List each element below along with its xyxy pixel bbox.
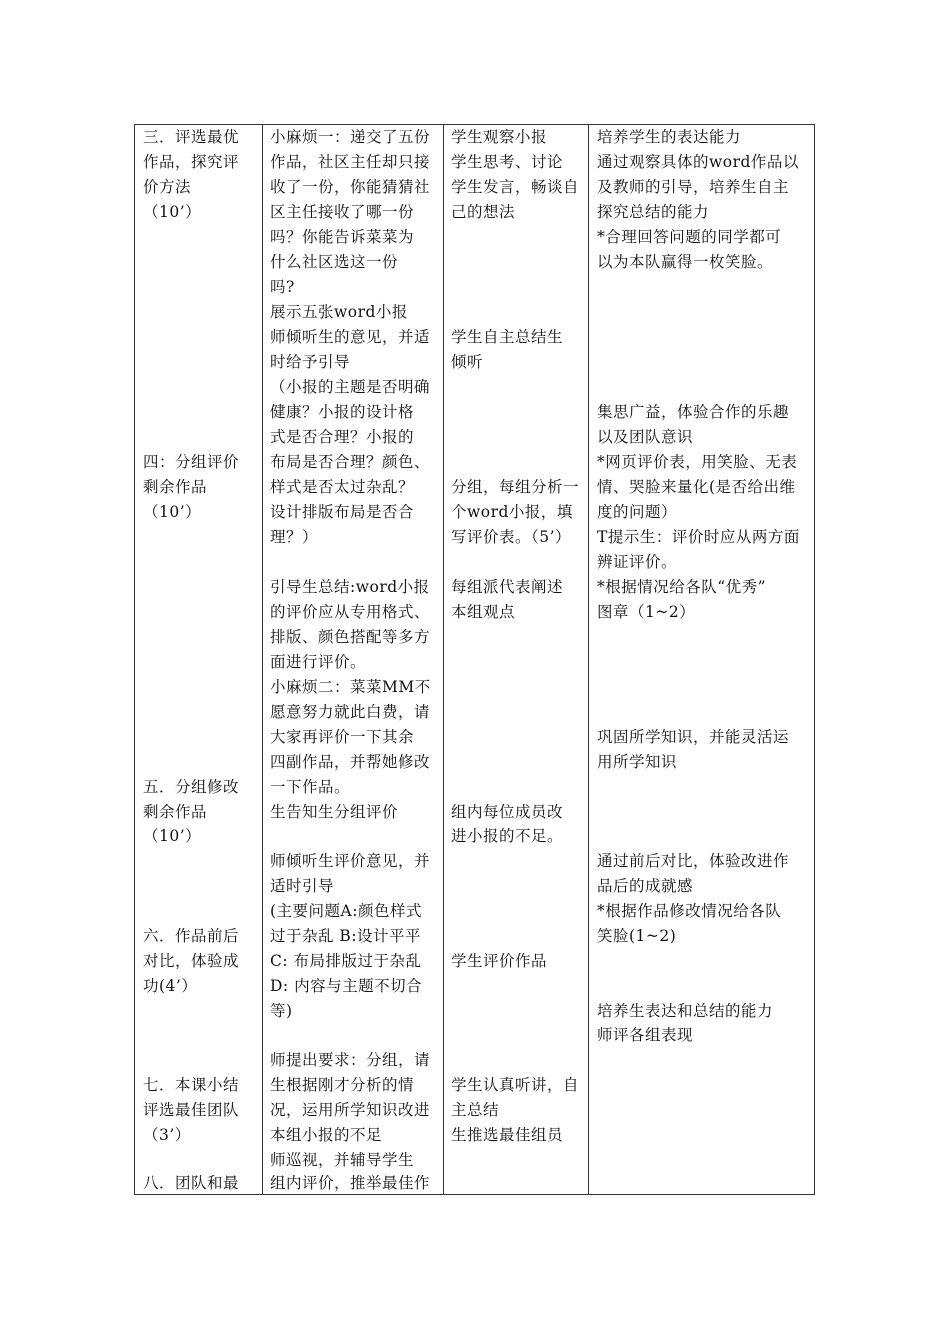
teacher-activity-column-line: 什么社区选这一份: [270, 253, 399, 271]
design-intent-column-line: 师评各组表现: [597, 1026, 694, 1044]
design-intent-column-line: *网页评价表，用笑脸、无表: [597, 453, 798, 471]
teacher-activity-column-line: 展示五张word小报: [270, 303, 408, 321]
teacher-activity-column-line: 师倾听生评价意见，并: [270, 852, 431, 870]
teacher-activity-column-line: 生告知生分组评价: [270, 803, 399, 821]
teacher-activity-column-line: 小麻烦一：递交了五份: [270, 128, 431, 146]
student-activity-column-line: 每组派代表阐述: [451, 578, 564, 596]
student-activity-column-line: 分组，每组分析一: [451, 478, 580, 496]
design-intent-column-line: 培养学生的表达能力: [597, 128, 742, 146]
teacher-activity-column-line: 况，运用所学知识改进: [270, 1101, 431, 1119]
design-intent-column-line: 培养生表达和总结的能力: [597, 1002, 774, 1020]
design-intent-column-line: 集思广益，体验合作的乐趣: [597, 403, 790, 421]
teacher-activity-column-line: 作品，社区主任却只接: [270, 153, 431, 171]
teacher-activity-column-line: 区主任接收了哪一份: [270, 203, 415, 221]
teacher-activity-column-line: 本组小报的不足: [270, 1126, 383, 1144]
student-activity-column-line: 本组观点: [451, 603, 516, 621]
design-intent-column-line: 通过观察具体的word作品以: [597, 153, 799, 171]
teacher-activity-column-line: 愿意努力就此白费，请: [270, 703, 431, 721]
teacher-activity-column-line: 一下作品。: [270, 778, 351, 796]
lesson-plan-table: [134, 124, 815, 1195]
teacher-activity-column-line: 样式是否太过杂乱？: [270, 478, 415, 496]
student-activity-column-line: 主总结: [451, 1101, 500, 1119]
student-activity-column-line: 学生自主总结生: [451, 328, 564, 346]
teacher-activity-column-line: 面进行评价。: [270, 653, 367, 671]
teacher-activity-column-line: (主要问题A:颜色样式: [270, 902, 422, 920]
stage-column-line: 价方法: [143, 178, 192, 196]
teacher-activity-column-line: 收了一份，你能猜猜社: [270, 178, 431, 196]
teacher-activity-column-line: 的评价应从专用格式、: [270, 603, 431, 621]
teacher-activity-column-line: 师巡视，并辅导学生: [270, 1151, 415, 1169]
design-intent-column-line: 图章（1~2）: [597, 603, 696, 621]
stage-column-line: 六．作品前后: [143, 927, 240, 945]
stage-column-line: 作品，探究评: [143, 153, 240, 171]
design-intent-column-line: 辨证评价。: [597, 553, 678, 571]
teacher-activity-column-line: 大家再评价一下其余: [270, 728, 415, 746]
design-intent-column-line: 笑脸(1~2): [597, 927, 677, 945]
design-intent-column-line: 用所学知识: [597, 753, 678, 771]
design-intent-column-line: *根据情况给各队“优秀”: [597, 578, 767, 596]
stage-column-line: 八．团队和最: [143, 1174, 240, 1192]
stage-column-line: 功(4’）: [143, 977, 198, 995]
student-activity-column-line: 进小报的不足。: [451, 827, 564, 845]
student-activity-column-line: 学生认真听讲，自: [451, 1076, 580, 1094]
column-divider-3: [588, 125, 589, 1194]
design-intent-column-line: 情、哭脸来量化(是否给出维: [597, 478, 796, 496]
teacher-activity-column-line: 生根据刚才分析的情: [270, 1076, 415, 1094]
teacher-activity-column-line: 组内评价，推举最佳作: [270, 1174, 431, 1192]
design-intent-column-line: *根据作品修改情况给各队: [597, 902, 782, 920]
design-intent-column-line: 以及团队意识: [597, 428, 694, 446]
stage-column-line: 剩余作品: [143, 803, 208, 821]
student-activity-column-line: 己的想法: [451, 203, 516, 221]
teacher-activity-column-line: （小报的主题是否明确: [270, 378, 431, 396]
student-activity-column-line: 学生发言，畅谈自: [451, 178, 580, 196]
student-activity-column-line: 组内每位成员改: [451, 803, 564, 821]
stage-column-line: 评选最佳团队: [143, 1101, 240, 1119]
student-activity-column-line: 倾听: [451, 353, 484, 371]
teacher-activity-column-line: 吗？你能告诉菜菜为: [270, 228, 415, 246]
column-divider-1: [262, 125, 263, 1194]
stage-column-line: 七．本课小结: [143, 1076, 240, 1094]
stage-column-line: 剩余作品: [143, 478, 208, 496]
teacher-activity-column-line: 健康？小报的设计格: [270, 403, 415, 421]
teacher-activity-column-line: 设计排版布局是否合: [270, 503, 415, 521]
design-intent-column-line: 巩固所学知识，并能灵活运: [597, 728, 790, 746]
student-activity-column-line: 写评价表。（5’）: [451, 528, 572, 546]
teacher-activity-column-line: D: 内容与主题不切合: [270, 977, 423, 995]
design-intent-column-line: 以为本队赢得一枚笑脸。: [597, 253, 774, 271]
student-activity-column-line: 个word小报，填: [451, 503, 573, 521]
design-intent-column-line: 探究总结的能力: [597, 203, 710, 221]
teacher-activity-column-line: 理？）: [270, 528, 319, 546]
stage-column-line: 对比，体验成: [143, 952, 240, 970]
teacher-activity-column-line: 四副作品，并帮她修改: [270, 753, 431, 771]
design-intent-column-line: T提示生：评价时应从两方面: [597, 528, 800, 546]
teacher-activity-column-line: 排版、颜色搭配等多方: [270, 628, 431, 646]
teacher-activity-column-line: 适时引导: [270, 877, 335, 895]
design-intent-column-line: 通过前后对比，体验改进作: [597, 852, 790, 870]
design-intent-column-line: 度的问题）: [597, 503, 678, 521]
stage-column-line: （10’）: [143, 203, 202, 221]
stage-column-line: 五．分组修改: [143, 778, 240, 796]
student-activity-column-line: 生推选最佳组员: [451, 1126, 564, 1144]
teacher-activity-column-line: 时给予引导: [270, 353, 351, 371]
student-activity-column-line: 学生评价作品: [451, 952, 548, 970]
teacher-activity-column-line: 吗?: [270, 278, 295, 296]
column-divider-2: [443, 125, 444, 1194]
stage-column-line: 三．评选最优: [143, 128, 240, 146]
stage-column-line: 四：分组评价: [143, 453, 240, 471]
design-intent-column-line: *合理回答问题的同学都可: [597, 228, 782, 246]
teacher-activity-column-line: 师倾听生的意见，并适: [270, 328, 431, 346]
teacher-activity-column-line: 小麻烦二：菜菜MM不: [270, 678, 431, 696]
teacher-activity-column-line: 布局是否合理？颜色、: [270, 453, 431, 471]
stage-column-line: （3’）: [143, 1126, 191, 1144]
teacher-activity-column-line: 等): [270, 1002, 293, 1020]
design-intent-column-line: 及教师的引导，培养生自主: [597, 178, 790, 196]
teacher-activity-column-line: 式是否合理？小报的: [270, 428, 415, 446]
design-intent-column-line: 品后的成就感: [597, 877, 694, 895]
student-activity-column-line: 学生思考、讨论: [451, 153, 564, 171]
stage-column-line: （10’）: [143, 827, 202, 845]
stage-column-line: （10’）: [143, 503, 202, 521]
teacher-activity-column-line: 师提出要求：分组，请: [270, 1051, 431, 1069]
teacher-activity-column-line: 过于杂乱 B:设计平平: [270, 927, 422, 945]
teacher-activity-column-line: 引导生总结:word小报: [270, 578, 430, 596]
student-activity-column-line: 学生观察小报: [451, 128, 548, 146]
teacher-activity-column-line: C: 布局排版过于杂乱: [270, 952, 422, 970]
